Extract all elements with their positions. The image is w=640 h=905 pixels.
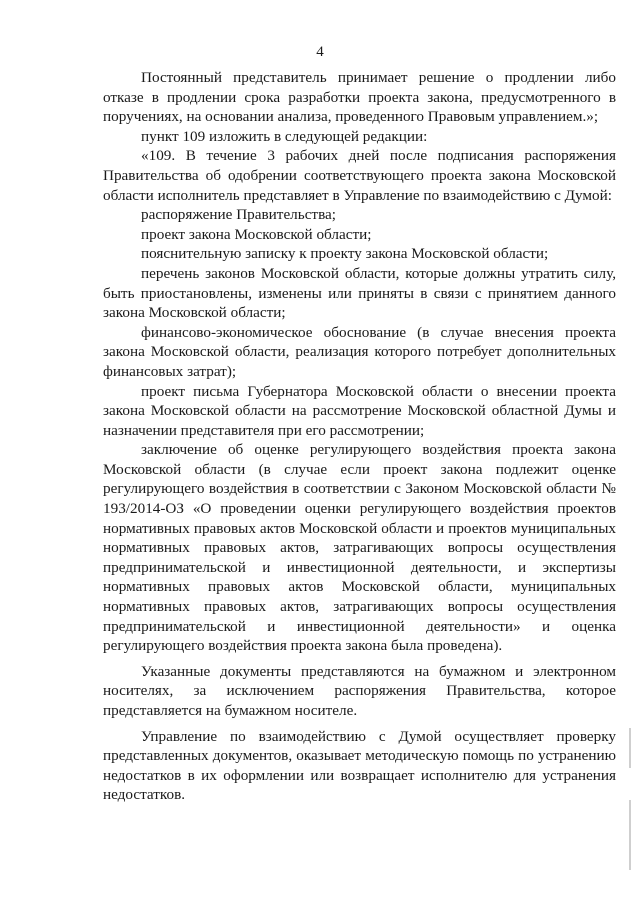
list-item: распоряжение Правительства; xyxy=(141,206,336,224)
list-item: финансово-экономическое обоснование (в случае внесения проекта закона Московской области, реализация которого потребует дополнительных финансовых затрат); xyxy=(103,323,616,380)
page-number: 4 xyxy=(316,44,324,60)
list-item: проект письма Губернатора Московской области о внесении проекта закона Московской области на рассмотрение Московской областной Думы и назначении представителя при его рассмотрении; xyxy=(103,382,616,439)
document-body xyxy=(103,68,616,805)
list-item: перечень законов Московской области, которые должны утратить силу, быть приостановлены, изменены или приняты в связи с принятием данного закона Московской области; xyxy=(103,264,616,322)
scan-artifact xyxy=(629,728,631,768)
paragraph: Постоянный представитель принимает решение о продлении либо отказе в продлении срока разработки проекта закона, предусмотренного в поручениях, на основании анализа, проведенного Правовым управлением.»; xyxy=(103,69,616,126)
paragraph: Указанные документы представляются на бумажном и электронном носителях, за исключением распоряжения Правительства, которое представляется на бумажном носителе. xyxy=(103,662,616,719)
paragraph: «109. В течение 3 рабочих дней после подписания распоряжения Правительства об одобрении соответствующего проекта закона Московской области исполнитель представляет в Управление по взаимодействию с Думой: xyxy=(103,147,616,204)
list-item: проект закона Московской области; xyxy=(141,225,372,243)
scan-artifact xyxy=(629,800,631,870)
list-item: заключение об оценке регулирующего воздействия проекта закона Московской области (в случае если проект закона подлежит оценке регулирующего воздействия в соответствии с Законом Московской области № 193/2014-ОЗ «О проведении оценки регулирующего воздействия проектов нормативных правовых актов Московской области и проектов муниципальных нормативных правовых актов, затрагивающих вопросы осуществления предпринимательской и инвестиционной деятельности, и экспертизы нормативных правовых актов Московской области, муниципальных нормативных правовых актов, затрагивающих вопросы осуществления предпринимательской и инвестиционной деятельности» и оценка регулирующего воздействия проекта закона была проведена). xyxy=(103,441,616,655)
paragraph: пункт 109 изложить в следующей редакции: xyxy=(141,127,428,145)
list-item: пояснительную записку к проекту закона Московской области; xyxy=(141,245,549,263)
paragraph: Управление по взаимодействию с Думой осуществляет проверку представленных документов, оказывает методическую помощь по устранению недостатков в их оформлении или возвращает исполнителю для устранения недостатков. xyxy=(103,727,616,804)
